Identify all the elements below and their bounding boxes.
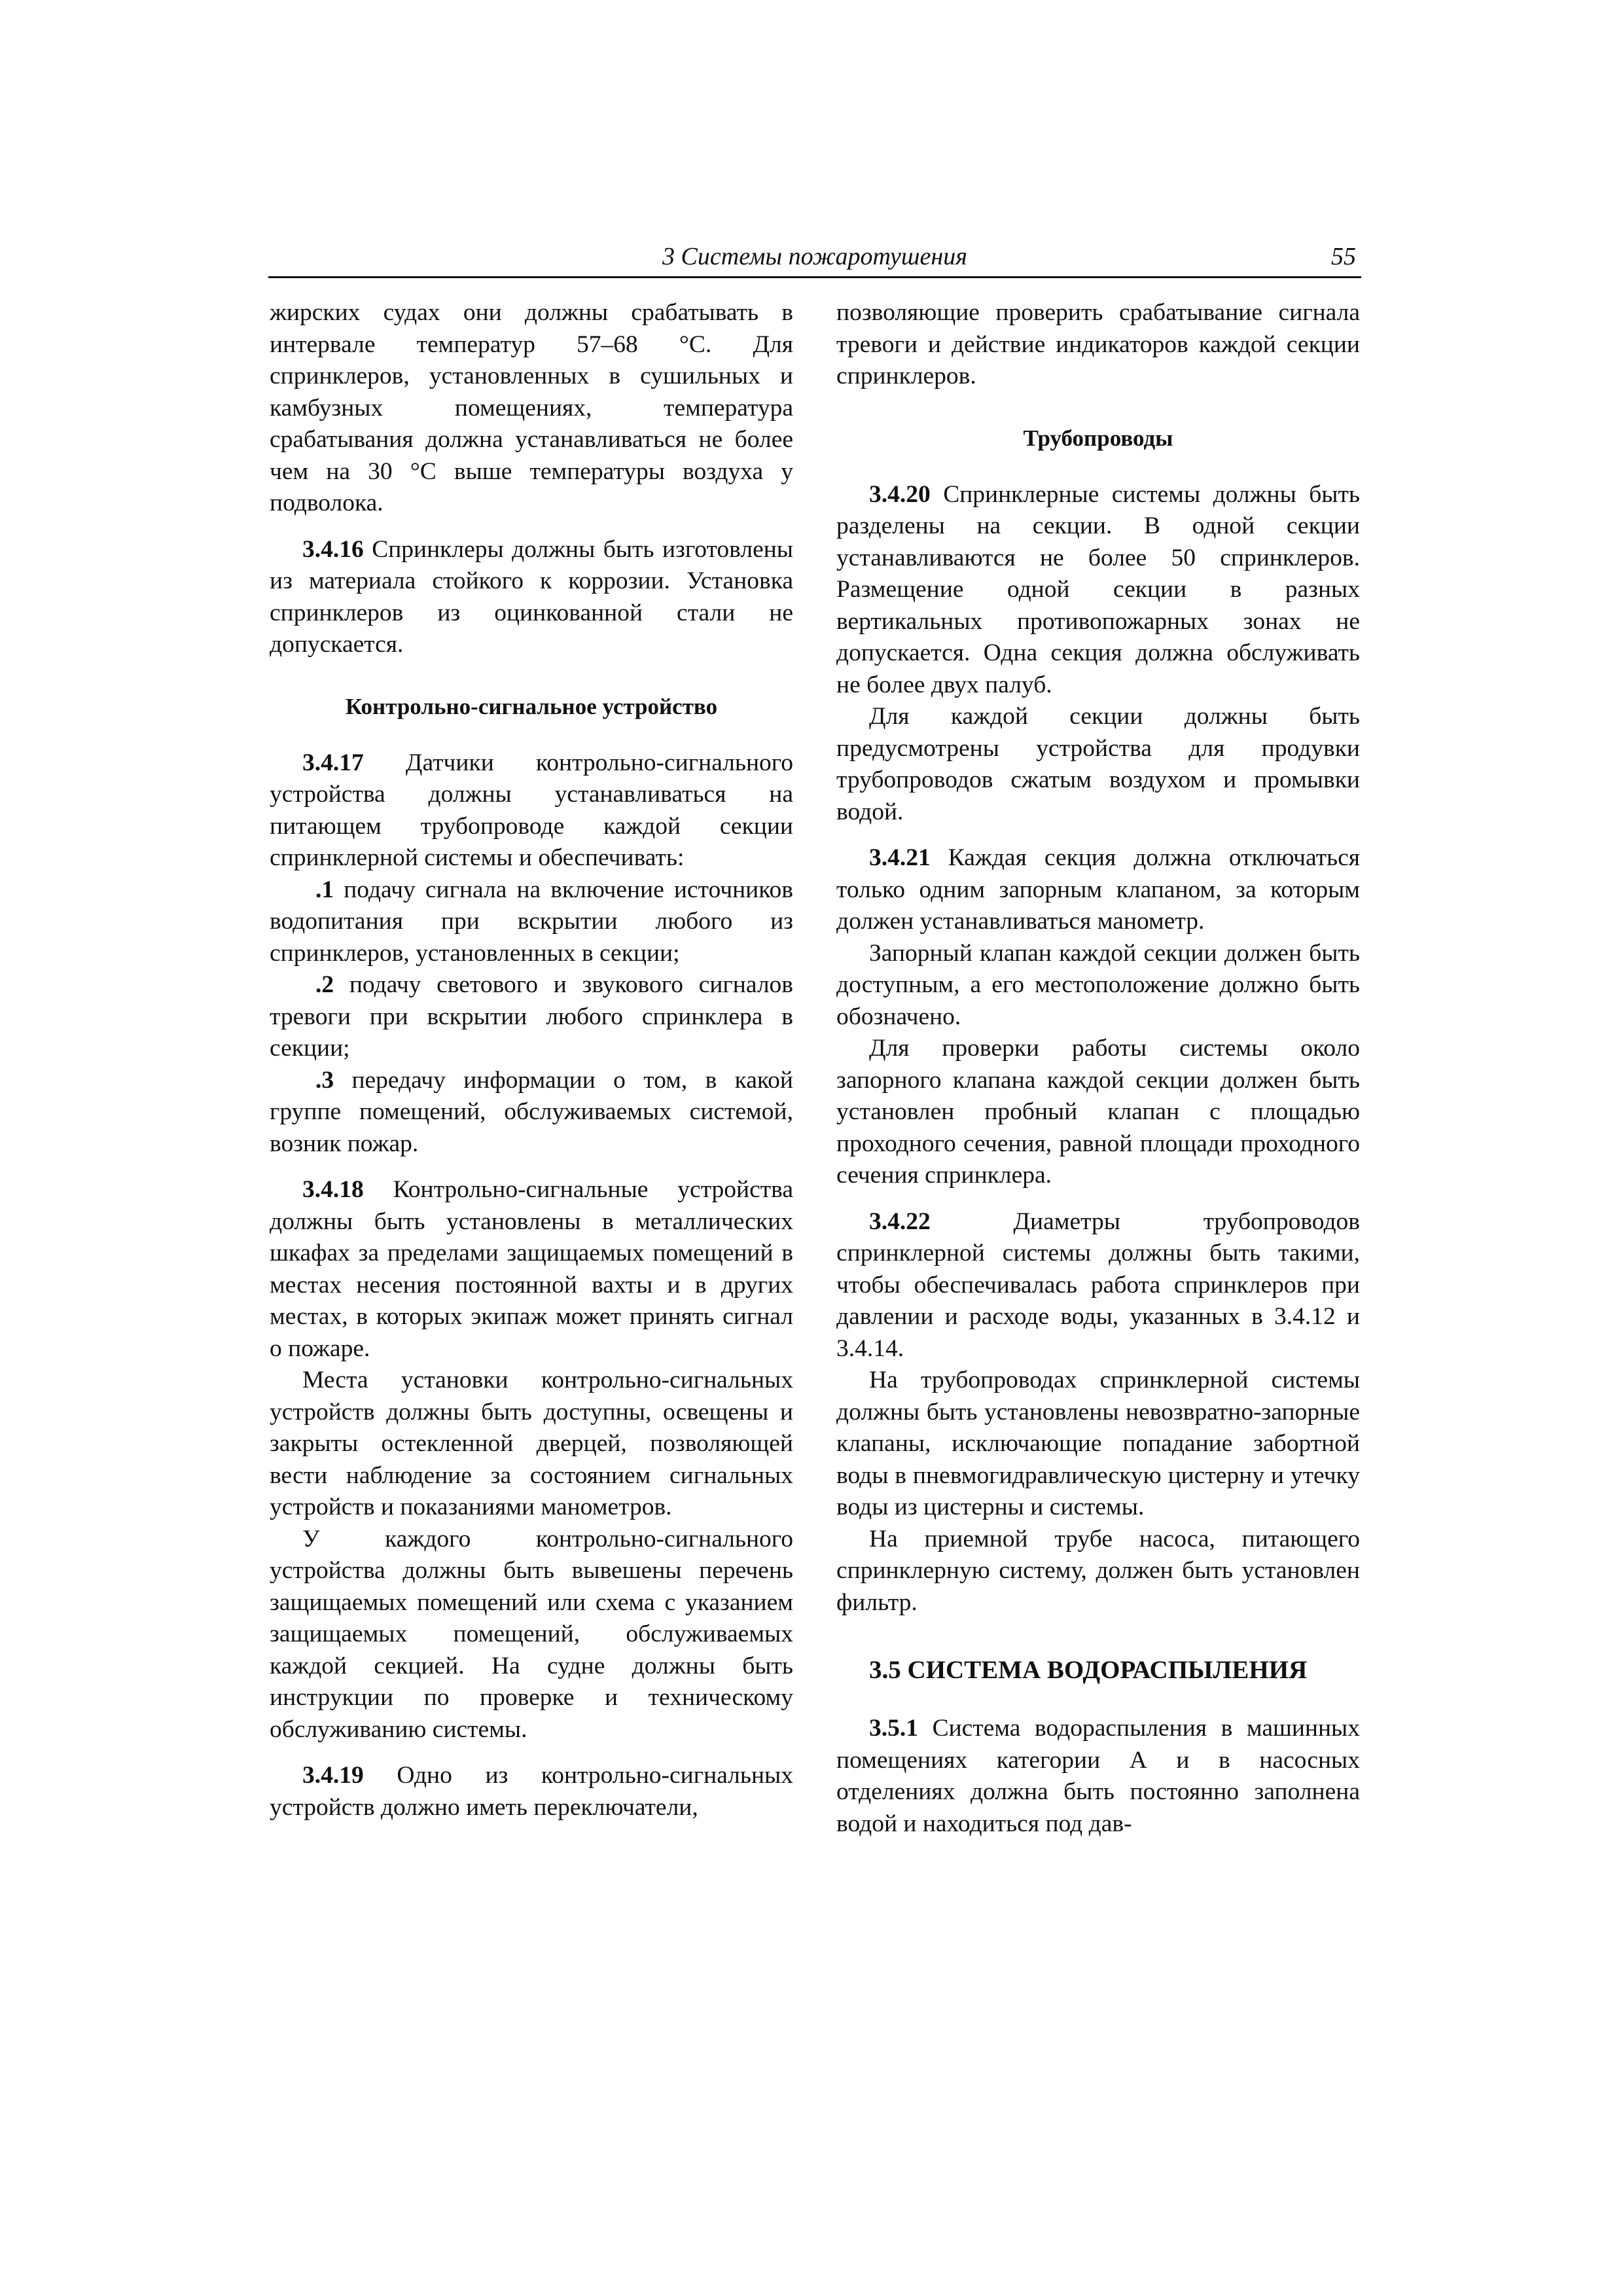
page-number: 55 (1331, 243, 1356, 270)
paragraph-3-4-18 (270, 1174, 793, 1365)
list-item (270, 874, 793, 970)
section-heading: Контрольно-сигнальное устройство (345, 693, 718, 719)
paragraph: На приемной трубе насоса, питающего спринклерную систему, должен быть установлен фильтр. (836, 1525, 1360, 1616)
list-item (270, 969, 793, 1065)
clause-number: 3.4.22 (869, 1208, 931, 1235)
paragraph: Для каждой секции должны быть предусмотрены устройства для продувки трубопроводов сжатым воздухом и промывки водой. (836, 703, 1360, 825)
paragraph-3-4-20 (836, 479, 1360, 702)
clause-text: Диаметры трубопроводов спринклерной системы должны быть такими, чтобы обеспечивалась работа спринклеров при давлении и расходе воды, указанных в 3.4.12 и 3.4.14. (836, 1208, 1360, 1362)
clause-text: Датчики контрольно-сигнального устройства должны устанавливаться на питающем трубопроводе каждой секции спринклерной системы и обеспечивать: (270, 749, 793, 871)
item-number: .3 (315, 1066, 334, 1094)
clause-number: 3.4.20 (869, 480, 931, 508)
item-number: .2 (315, 971, 334, 998)
paragraph: Места установки контрольно-сигнальных устройств должны быть доступны, освещены и закрыты остекленной дверцей, позволяющей вести наблюдение за состоянием сигнальных устройств и показаниями манометров. (270, 1367, 793, 1520)
running-header (268, 242, 1361, 278)
section-heading: Трубопроводы (1023, 425, 1173, 451)
clause-text: Спринклеры должны быть изготовлены из материала стойкого к коррозии. Установка спринклеров из оцинкованной стали не допускается. (270, 535, 794, 658)
paragraph: На трубопроводах спринклерной системы должны быть установлены невозвратно-запорные клапаны, исключающие попадание забортной воды в пневмогидравлическую цистерну и утечку воды из цистерны и системы. (836, 1367, 1360, 1520)
paragraph: У каждого контрольно-сигнального устройства должны быть вывешены перечень защищаемых помещений или схема с указанием защищаемых помещений, обслуживаемых каждой секцией. На судне должны быть инструкции по проверке и техническому обслуживанию системы. (270, 1525, 793, 1743)
paragraph: Для проверки работы системы около запорного клапана каждой секции должен быть установлен пробный клапан с площадью проходного сечения, равной площади проходного сечения спринклера. (836, 1035, 1360, 1189)
chapter-title: 3 Системы пожаротушения (662, 243, 967, 270)
clause-number: 3.5.1 (869, 1715, 918, 1742)
clause-number: 3.4.18 (302, 1176, 364, 1203)
paragraph-3-4-22 (836, 1206, 1360, 1365)
paragraph-3-4-19 (270, 1760, 793, 1823)
paragraph: позволяющие проверить срабатывание сигнала тревоги и действие индикаторов каждой секции спринклеров. (836, 299, 1360, 389)
clause-number: 3.4.19 (302, 1762, 364, 1789)
item-text: подачу сигнала на включение источников водопитания при вскрытии любого из спринклеров, установленных в секции; (270, 876, 793, 967)
clause-text: Спринклерные системы должны быть разделены на секции. В одной секции устанавливаются не более 50 спринклеров. Размещение одной секции в разных вертикальных противопожарных зонах не допускается. Одна секция должна обслуживать не более двух палуб. (836, 480, 1360, 698)
paragraph-3-4-17 (270, 747, 793, 874)
clause-text: Система водораспыления в машинных помещениях категории А и в насосных отделениях должна быть постоянно заполнена водой и находиться под дав- (836, 1715, 1360, 1837)
clause-text: Каждая секция должна отключаться только одним запорным клапаном, за которым должен устанавливаться манометр. (836, 844, 1360, 935)
right-column (836, 297, 1360, 1840)
paragraph: Запорный клапан каждой секции должен быть доступным, а его местоположение должно быть обозначено. (836, 939, 1360, 1030)
paragraph-3-4-16 (270, 534, 793, 661)
list-item (270, 1065, 793, 1160)
paragraph: жирских судах они должны срабатывать в интервале температур 57–68 °С. Для спринклеров, установленных в сушильных и камбузных помещениях, температура срабатывания должна устанавливаться не более чем на 30 °С выше температуры воздуха у подволока. (270, 299, 793, 516)
paragraph-3-5-1 (836, 1713, 1360, 1840)
item-text: подачу светового и звукового сигналов тревоги при вскрытии любого спринклера в секции; (270, 971, 793, 1062)
clause-text: Контрольно-сигнальные устройства должны быть установлены в металлических шкафах за пределами защищаемых помещений в местах несения постоянной вахты и в других местах, в которых экипаж может принять сигнал о пожаре. (270, 1176, 793, 1362)
item-number: .1 (315, 876, 334, 903)
clause-number: 3.4.17 (302, 749, 364, 776)
left-column (270, 297, 793, 1823)
clause-number: 3.4.16 (302, 535, 364, 563)
chapter-section-heading: 3.5 СИСТЕМА ВОДОРАСПЫЛЕНИЯ (869, 1656, 1308, 1684)
clause-number: 3.4.21 (869, 844, 931, 871)
item-text: передачу информации о том, в какой группе помещений, обслуживаемых системой, возник пожар. (270, 1066, 794, 1157)
clause-text: Одно из контрольно-сигнальных устройств должно иметь переключатели, (270, 1762, 794, 1821)
paragraph-3-4-21 (836, 842, 1360, 938)
